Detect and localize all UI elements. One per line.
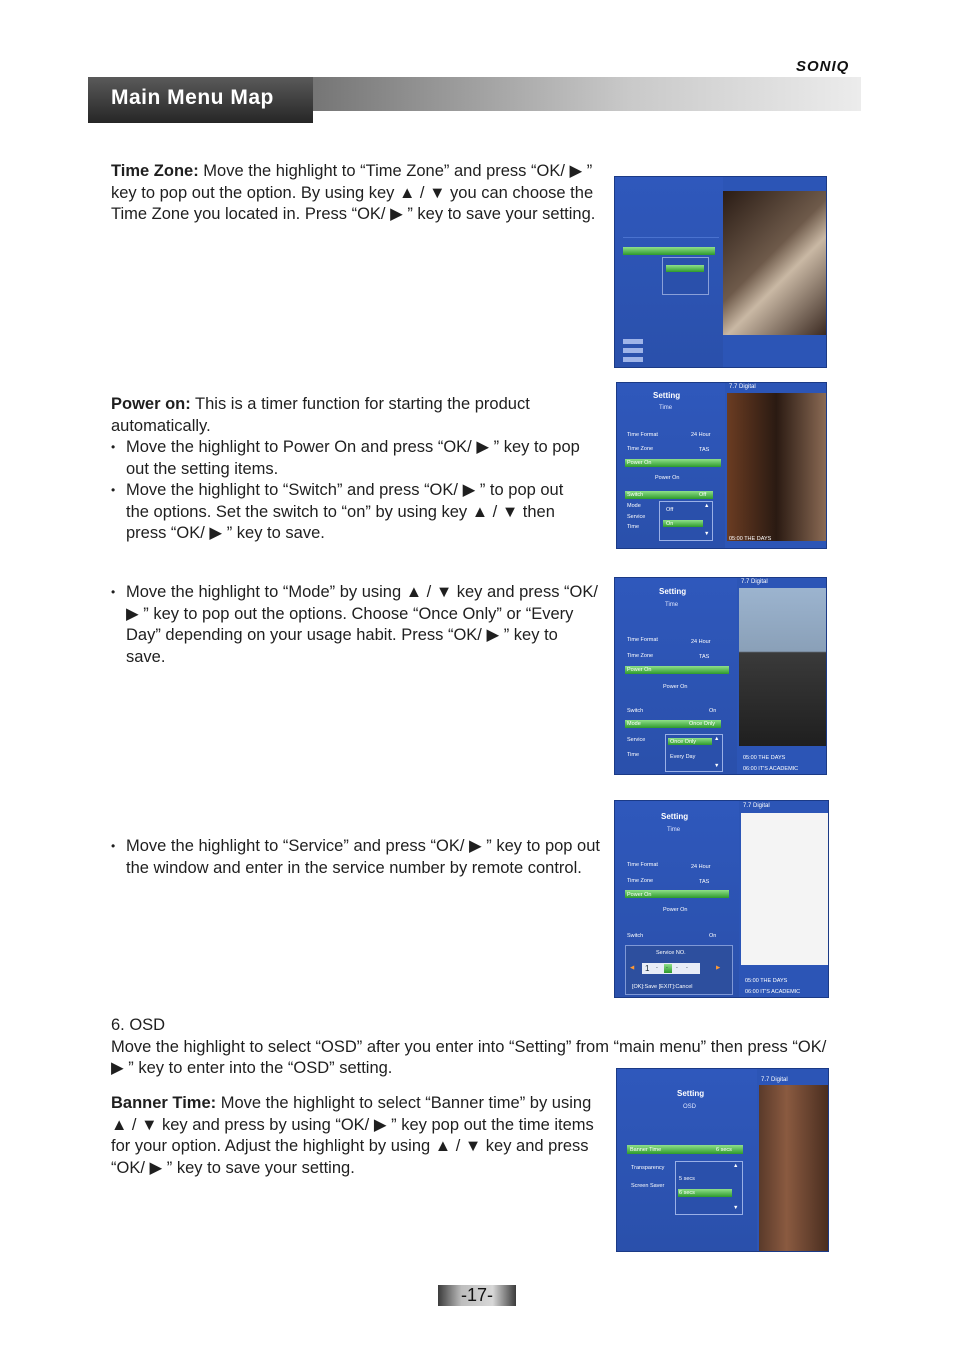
row-value: 24 Hour bbox=[691, 864, 711, 870]
screenshot-time-zone bbox=[614, 176, 827, 368]
item-label: Mode bbox=[627, 503, 641, 509]
row-label: Power On bbox=[627, 460, 652, 466]
program-label: 06:00 IT'S ACADEMIC bbox=[743, 766, 799, 772]
row-label: Power On bbox=[627, 667, 652, 673]
channel-label: 7.7 Digital bbox=[729, 384, 756, 390]
row-label: Banner Time bbox=[630, 1147, 662, 1153]
scroll-up-icon: ▲ bbox=[733, 1163, 739, 1169]
menu-subtitle: Time bbox=[667, 827, 681, 833]
program-label: 05:00 THE DAYS bbox=[745, 978, 788, 984]
scroll-down-icon: ▼ bbox=[714, 763, 720, 769]
menu-subtitle: Time bbox=[659, 405, 673, 411]
mode-bullet: • Move the highlight to “Mode” by using ▲ / ▼ key and press “OK/ ▶ ” key to pop out the options. Choose “Once Only” or “Every Day” depending on your usage habit. Press “OK/ ▶ ” key to save. bbox=[111, 582, 601, 668]
digit: - bbox=[676, 965, 678, 971]
program-label: 05:00 THE DAYS bbox=[743, 755, 786, 761]
left-arrow-icon: ◀ bbox=[630, 965, 635, 971]
section-label: Power On bbox=[663, 684, 688, 690]
dialog-title: Service NO. bbox=[656, 950, 686, 956]
item-value: Once Only bbox=[689, 721, 715, 727]
scroll-up-icon: ▲ bbox=[714, 736, 720, 742]
highlight-bar bbox=[623, 247, 715, 255]
row-value: TAS bbox=[699, 879, 710, 885]
right-arrow-icon: ▶ bbox=[716, 965, 721, 971]
channel-label: 7.7 Digital bbox=[741, 579, 768, 585]
item-label: Mode bbox=[627, 721, 641, 727]
item-label: Switch bbox=[627, 492, 644, 498]
option: Once Only bbox=[670, 739, 696, 745]
switch-popup bbox=[659, 501, 713, 541]
scroll-down-icon: ▼ bbox=[704, 531, 710, 537]
service-bullet: • Move the highlight to “Service” and press “OK/ ▶ ” key to pop out the window and enter in the service number by remote control. bbox=[111, 836, 606, 879]
dialog-hint: [OK]:Save [EXIT]:Cancel bbox=[632, 984, 693, 990]
row-label: Time Format bbox=[627, 432, 658, 438]
item-label: Time bbox=[627, 752, 640, 758]
menu-subtitle: OSD bbox=[683, 1104, 697, 1110]
row-label: Time Format bbox=[627, 862, 658, 868]
video-preview bbox=[727, 393, 826, 541]
banner-time-text: Move the highlight to select “Banner time” by using ▲ / ▼ key and press by using “OK/ ▶ ” key pop out the time items for your option. Adjust the highlight by using ▲ / ▼ key and press “OK/ ▶ ” key to save your setting. bbox=[111, 1094, 594, 1177]
row-value: TAS bbox=[699, 654, 710, 660]
item-value: On bbox=[709, 933, 717, 939]
row-label: Time Zone bbox=[627, 878, 654, 884]
service-number-dialog bbox=[625, 945, 733, 995]
option: Off bbox=[666, 507, 674, 513]
row-label: Time Zone bbox=[627, 653, 654, 659]
item-label: Switch bbox=[627, 708, 644, 714]
banner-time-label: Banner Time: bbox=[111, 1094, 217, 1112]
menu-title: Setting bbox=[659, 587, 687, 596]
digit: - bbox=[656, 965, 658, 971]
row-label: Time Format bbox=[627, 637, 658, 643]
power-on-bullet-1: • Move the highlight to Power On and press “OK/ ▶ ” key to pop out the setting items. bbox=[111, 437, 604, 480]
power-on-text: This is a timer function for starting the product automatically. bbox=[111, 395, 530, 435]
item-label: Service bbox=[627, 737, 646, 743]
osd-heading: 6. OSD bbox=[111, 1016, 166, 1034]
row-value: 6 secs bbox=[716, 1147, 732, 1153]
program-label: 06:00 IT'S ACADEMIC bbox=[745, 989, 801, 995]
option: 6 secs bbox=[679, 1190, 695, 1196]
banner-time-paragraph bbox=[111, 1093, 611, 1179]
screenshot-power-on-mode bbox=[614, 577, 827, 775]
row-value: 24 Hour bbox=[691, 432, 711, 438]
digit: 1 bbox=[645, 964, 650, 973]
section-label: Power On bbox=[655, 475, 680, 481]
power-on-label: Power on: bbox=[111, 395, 191, 413]
time-zone-text: Move the highlight to “Time Zone” and press “OK/ ▶ ” key to pop out the option. By using key ▲ / ▼ you can choose the Time Zone you located in. Press “OK/ ▶ ” key to save your setting. bbox=[111, 162, 596, 223]
section-label: Power On bbox=[663, 907, 688, 913]
screenshot-service-number bbox=[614, 800, 829, 998]
page-title: Main Menu Map bbox=[111, 86, 274, 109]
screenshot-power-on-switch bbox=[616, 382, 827, 549]
row-label: Power On bbox=[627, 892, 652, 898]
menu-title: Setting bbox=[653, 391, 681, 400]
power-on-paragraph bbox=[111, 394, 616, 545]
digit: - bbox=[686, 965, 688, 971]
osd-text: Move the highlight to select “OSD” after you enter into “Setting” from “main menu” then press “OK/ ▶ ” key to enter into the “OSD” setting. bbox=[111, 1037, 827, 1077]
digit-field[interactable] bbox=[642, 963, 700, 974]
option: On bbox=[666, 521, 674, 527]
menu-subtitle: Time bbox=[665, 602, 679, 608]
channel-label: 7.7 Digital bbox=[743, 803, 770, 809]
service-paragraph bbox=[111, 836, 606, 879]
item-value: On bbox=[709, 708, 717, 714]
time-zone-label: Time Zone: bbox=[111, 162, 199, 180]
menu-title: Setting bbox=[661, 812, 689, 821]
banner-time-popup bbox=[675, 1161, 743, 1215]
video-preview bbox=[741, 813, 828, 965]
item-label: Time bbox=[627, 524, 640, 530]
mode-paragraph bbox=[111, 582, 601, 668]
time-zone-paragraph bbox=[111, 161, 611, 226]
video-preview bbox=[759, 1085, 828, 1251]
screenshot-osd-banner-time bbox=[616, 1068, 829, 1252]
row-label: Screen Saver bbox=[631, 1183, 665, 1189]
item-value: Off bbox=[699, 492, 707, 498]
digit: - bbox=[666, 965, 668, 971]
video-preview bbox=[723, 191, 826, 335]
row-label: Time Zone bbox=[627, 446, 654, 452]
scroll-down-icon: ▼ bbox=[733, 1205, 739, 1211]
program-label: 05:00 THE DAYS bbox=[729, 536, 772, 542]
option: Every Day bbox=[670, 754, 696, 760]
item-label: Service bbox=[627, 514, 646, 520]
channel-label: 7.7 Digital bbox=[761, 1077, 788, 1083]
row-label: Transparency bbox=[631, 1165, 665, 1171]
item-label: Switch bbox=[627, 933, 644, 939]
menu-title: Setting bbox=[677, 1089, 705, 1098]
power-on-bullet-2: • Move the highlight to “Switch” and press “OK/ ▶ ” to pop out the options. Set the switch to “on” by using key ▲ / ▼ then press “OK/ ▶ ” key to save. bbox=[111, 480, 586, 545]
mode-popup bbox=[665, 734, 723, 772]
option: 5 secs bbox=[679, 1176, 695, 1182]
brand-logo: SONIQ bbox=[796, 58, 850, 75]
row-value: TAS bbox=[699, 447, 710, 453]
video-preview bbox=[739, 588, 826, 746]
scroll-up-icon: ▲ bbox=[704, 503, 710, 509]
page-number: -17- bbox=[438, 1285, 516, 1306]
row-value: 24 Hour bbox=[691, 639, 711, 645]
time-zone-popup bbox=[662, 257, 709, 295]
